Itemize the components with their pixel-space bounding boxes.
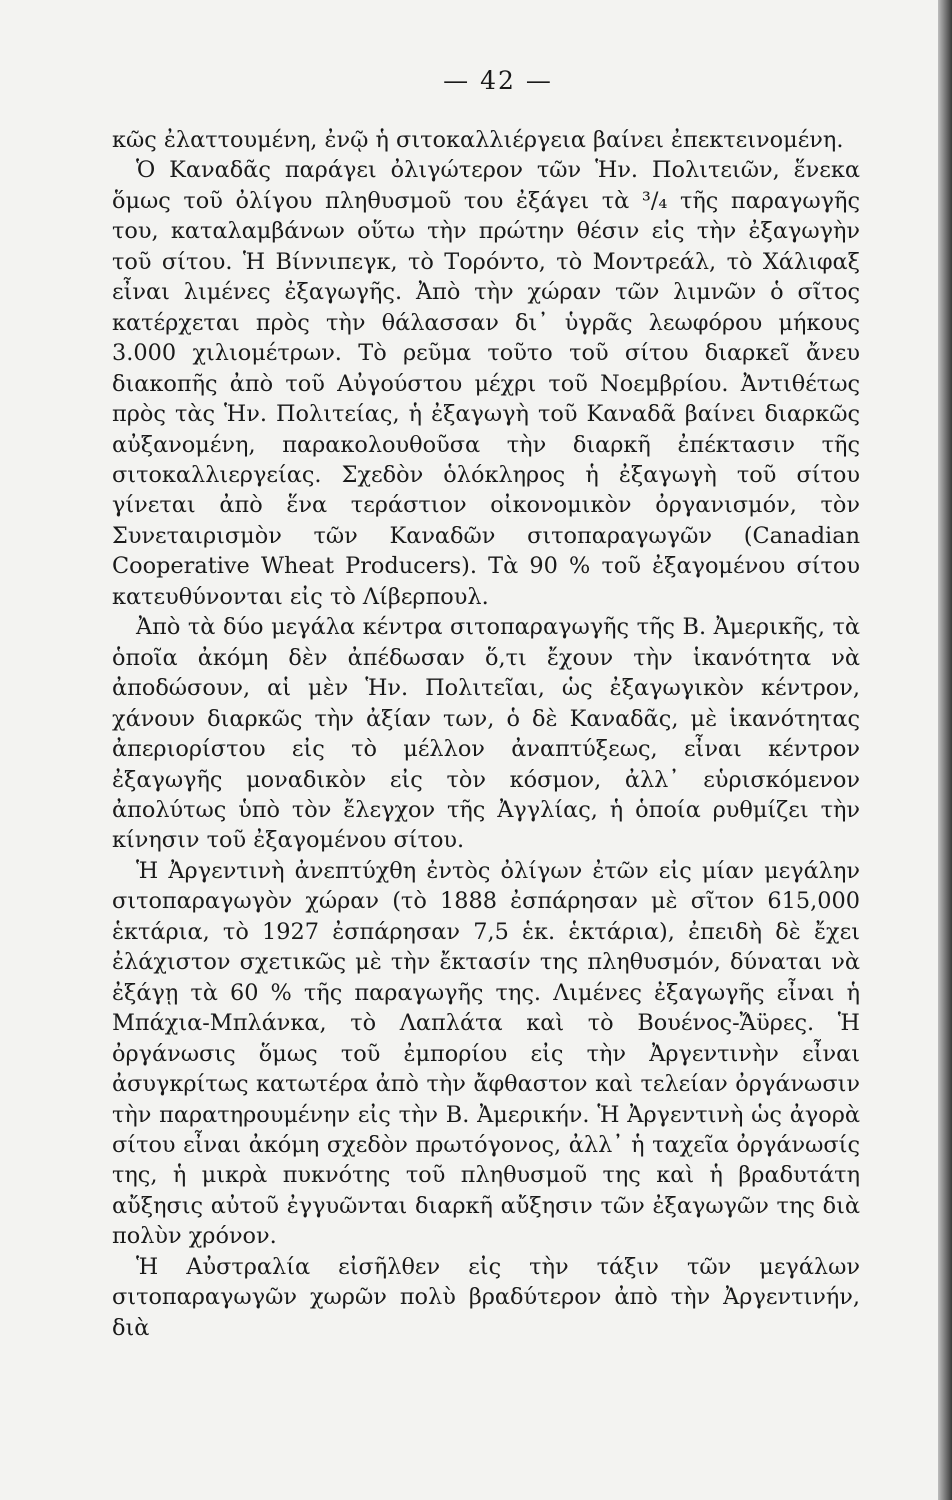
paragraph-canada: Ὁ Καναδᾶς παράγει ὀλιγώτερον τῶν Ἡν. Πολιτειῶν, ἕνεκα ὅμως τοῦ ὀλίγου πληθυσμοῦ του ἐξάγει τὰ ³/₄ τῆς παραγωγῆς του, καταλαμβάνων οὕτω τὴν πρώτην θέσιν εἰς τὴν ἐξαγωγὴν τοῦ σίτου. Ἡ Βίννιπεγκ, τὸ Τορόντο, τὸ Μοντρεάλ, τὸ Χάλιφαξ εἶναι λιμένες ἐξαγωγῆς. Ἀπὸ τὴν χώραν τῶν λιμνῶν ὁ σῖτος κατέρχεται πρὸς τὴν θάλασσαν δι᾽ ὑγρᾶς λεωφόρου μήκους 3.000 χιλιομέτρων. Τὸ ρεῦμα τοῦτο τοῦ σίτου διαρκεῖ ἄνευ διακοπῆς ἀπὸ τοῦ Αὐγούστου μέχρι τοῦ Νοεμβρίου. Ἀντιθέτως πρὸς τὰς Ἡν. Πολιτείας, ἡ ἐξαγωγὴ τοῦ Καναδᾶ βαίνει διαρκῶς αὐξανομένη, παρακολουθοῦσα τὴν διαρκῆ ἐπέκτασιν τῆς σιτοκαλλιεργείας. Σχεδὸν ὁλόκληρος ἡ ἐξαγωγὴ τοῦ σίτου γίνεται ἀπὸ ἕνα τεράστιον οἰκονομικὸν ὀργανισμόν, τὸν Συνεταιρισμὸν τῶν Καναδῶν σιτοπαραγωγῶν (Canadian Cooperative Wheat Producers). Τὰ 90 % τοῦ ἐξαγομένου σίτου κατευθύνονται εἰς τὸ Λίβερπουλ. xyxy=(112,157,860,610)
body-text xyxy=(112,125,860,1343)
paragraph-north-america: Ἀπὸ τὰ δύο μεγάλα κέντρα σιτοπαραγωγῆς τῆς Β. Ἀμερικῆς, τὰ ὁποῖα ἀκόμη δὲν ἀπέδωσαν ὅ,τι ἔχουν τὴν ἱκανότητα νὰ ἀποδώσουν, αἱ μὲν Ἡν. Πολιτεῖαι, ὡς ἐξαγωγικὸν κέντρον, χάνουν διαρκῶς τὴν ἀξίαν των, ὁ δὲ Καναδᾶς, μὲ ἱκανότητας ἀπεριορίστου εἰς τὸ μέλλον ἀναπτύξεως, εἶναι κέντρον ἐξαγωγῆς μοναδικὸν εἰς τὸν κόσμον, ἀλλ᾽ εὑρισκόμενον ἀπολύτως ὑπὸ τὸν ἔλεγχον τῆς Ἀγγλίας, ἡ ὁποία ρυθμίζει τὴν κίνησιν τοῦ ἐξαγομένου σίτου. xyxy=(112,614,860,854)
page-edge-shadow xyxy=(938,0,952,1500)
page-number: — 42 — xyxy=(443,66,553,95)
paragraph-continuation: κῶς ἐλαττουμένη, ἐνῷ ἡ σιτοκαλλιέργεια βαίνει ἐπεκτεινομένη. xyxy=(112,127,844,153)
paragraph-argentina: Ἡ Ἀργεντινὴ ἀνεπτύχθη ἐντὸς ὀλίγων ἐτῶν εἰς μίαν μεγάλην σιτοπαραγωγὸν χώραν (τὸ 1888 ἐσπάρησαν μὲ σῖτον 615,000 ἑκτάρια, τὸ 1927 ἐσπάρησαν 7,5 ἑκ. ἑκτάρια), ἐπειδὴ δὲ ἔχει ἐλάχιστον σχετικῶς μὲ τὴν ἔκτασίν της πληθυσμόν, δύναται νὰ ἐξάγῃ τὰ 60 % τῆς παραγωγῆς της. Λιμένες ἐξαγωγῆς εἶναι ἡ Μπάχια-Μπλάνκα, τὸ Λαπλάτα καὶ τὸ Βουένος-Ἄϋρες. Ἡ ὀργάνωσις ὅμως τοῦ ἐμπορίου εἰς τὴν Ἀργεντινὴν εἶναι ἀσυγκρίτως κατωτέρα ἀπὸ τὴν ἄφθαστον καὶ τελείαν ὀργάνωσιν τὴν παρατηρουμένην εἰς τὴν Β. Ἀμερικήν. Ἡ Ἀργεντινὴ ὡς ἀγορὰ σίτου εἶναι ἀκόμη σχεδὸν πρωτόγονος, ἀλλ᾽ ἡ ταχεῖα ὀργάνωσίς της, ἡ μικρὰ πυκνότης τοῦ πληθυσμοῦ της καὶ ἡ βραδυτάτη αὔξησις αὐτοῦ ἐγγυῶνται διαρκῆ αὔξησιν τῶν ἐξαγωγῶν της διὰ πολὺν χρόνον. xyxy=(112,857,860,1250)
paragraph-australia: Ἡ Αὐστραλία εἰσῆλθεν εἰς τὴν τάξιν τῶν μεγάλων σιτοπαραγωγῶν χωρῶν πολὺ βραδύτερον ἀπὸ τὴν Ἀργεντινήν, διὰ xyxy=(112,1253,860,1341)
